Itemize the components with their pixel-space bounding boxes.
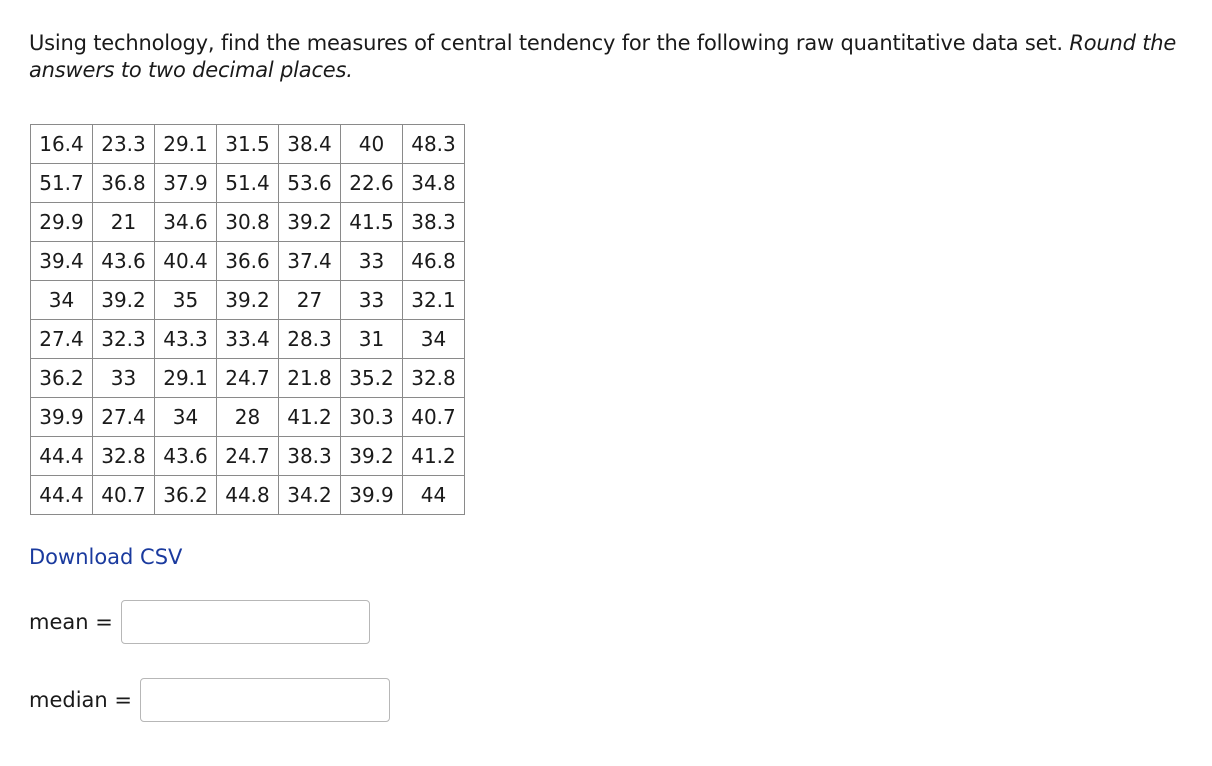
table-row [31,437,465,476]
table-cell: 34.8 [403,164,465,203]
table-cell: 38.3 [279,437,341,476]
table-cell: 29.9 [31,203,93,242]
table-row [31,164,465,203]
table-cell: 16.4 [31,125,93,164]
table-cell: 37.9 [155,164,217,203]
table-row [31,125,465,164]
table-row [31,203,465,242]
table-cell: 41.5 [341,203,403,242]
table-cell: 33 [341,281,403,320]
table-cell: 39.2 [217,281,279,320]
table-cell: 23.3 [93,125,155,164]
table-cell: 33.4 [217,320,279,359]
table-cell: 34.2 [279,476,341,515]
table-cell: 30.3 [341,398,403,437]
table-cell: 38.3 [403,203,465,242]
table-cell: 29.1 [155,359,217,398]
table-cell: 41.2 [279,398,341,437]
table-cell: 46.8 [403,242,465,281]
question-main: Using technology, find the measures of central tendency for the following raw quantitative data set. [29,31,1070,55]
table-row [31,320,465,359]
table-cell: 27.4 [93,398,155,437]
table-cell: 38.4 [279,125,341,164]
table-cell: 32.8 [403,359,465,398]
mean-input[interactable] [121,600,370,644]
table-cell: 33 [341,242,403,281]
table-cell: 40.7 [93,476,155,515]
table-cell: 24.7 [217,359,279,398]
table-cell: 40.4 [155,242,217,281]
table-cell: 34 [155,398,217,437]
table-cell: 39.2 [279,203,341,242]
table-cell: 39.2 [341,437,403,476]
table-cell: 43.3 [155,320,217,359]
table-cell: 44.8 [217,476,279,515]
table-cell: 35.2 [341,359,403,398]
median-label: median = [29,688,132,712]
table-cell: 35 [155,281,217,320]
table-cell: 27 [279,281,341,320]
table-cell: 40.7 [403,398,465,437]
table-row [31,398,465,437]
table-cell: 31 [341,320,403,359]
table-cell: 21.8 [279,359,341,398]
table-cell: 39.4 [31,242,93,281]
median-input[interactable] [140,678,390,722]
table-cell: 41.2 [403,437,465,476]
table-cell: 53.6 [279,164,341,203]
table-cell: 27.4 [31,320,93,359]
table-row [31,359,465,398]
table-cell: 34 [31,281,93,320]
question-instruction: Round the answers to two decimal places. [29,31,1177,82]
table-cell: 34 [403,320,465,359]
table-cell: 36.2 [31,359,93,398]
table-cell: 36.6 [217,242,279,281]
table-cell: 51.4 [217,164,279,203]
table-cell: 37.4 [279,242,341,281]
table-cell: 32.1 [403,281,465,320]
table-cell: 32.8 [93,437,155,476]
table-cell: 39.9 [31,398,93,437]
table-cell: 48.3 [403,125,465,164]
table-cell: 36.2 [155,476,217,515]
table-cell: 33 [93,359,155,398]
table-cell: 39.9 [341,476,403,515]
table-cell: 22.6 [341,164,403,203]
mean-row [29,600,370,644]
table-cell: 21 [93,203,155,242]
table-cell: 28.3 [279,320,341,359]
download-csv-link[interactable]: Download CSV [29,545,183,569]
table-cell: 43.6 [93,242,155,281]
table-cell: 43.6 [155,437,217,476]
table-cell: 36.8 [93,164,155,203]
question-text [29,30,1179,84]
table-cell: 44 [403,476,465,515]
mean-label: mean = [29,610,113,634]
table-cell: 44.4 [31,437,93,476]
table-cell: 24.7 [217,437,279,476]
table-cell: 32.3 [93,320,155,359]
table-row [31,281,465,320]
table-row [31,242,465,281]
table-row [31,476,465,515]
table-cell: 30.8 [217,203,279,242]
median-row [29,678,390,722]
table-cell: 40 [341,125,403,164]
table-cell: 44.4 [31,476,93,515]
table-cell: 28 [217,398,279,437]
data-table [30,124,465,515]
table-cell: 34.6 [155,203,217,242]
table-cell: 29.1 [155,125,217,164]
table-cell: 51.7 [31,164,93,203]
table-cell: 39.2 [93,281,155,320]
table-cell: 31.5 [217,125,279,164]
